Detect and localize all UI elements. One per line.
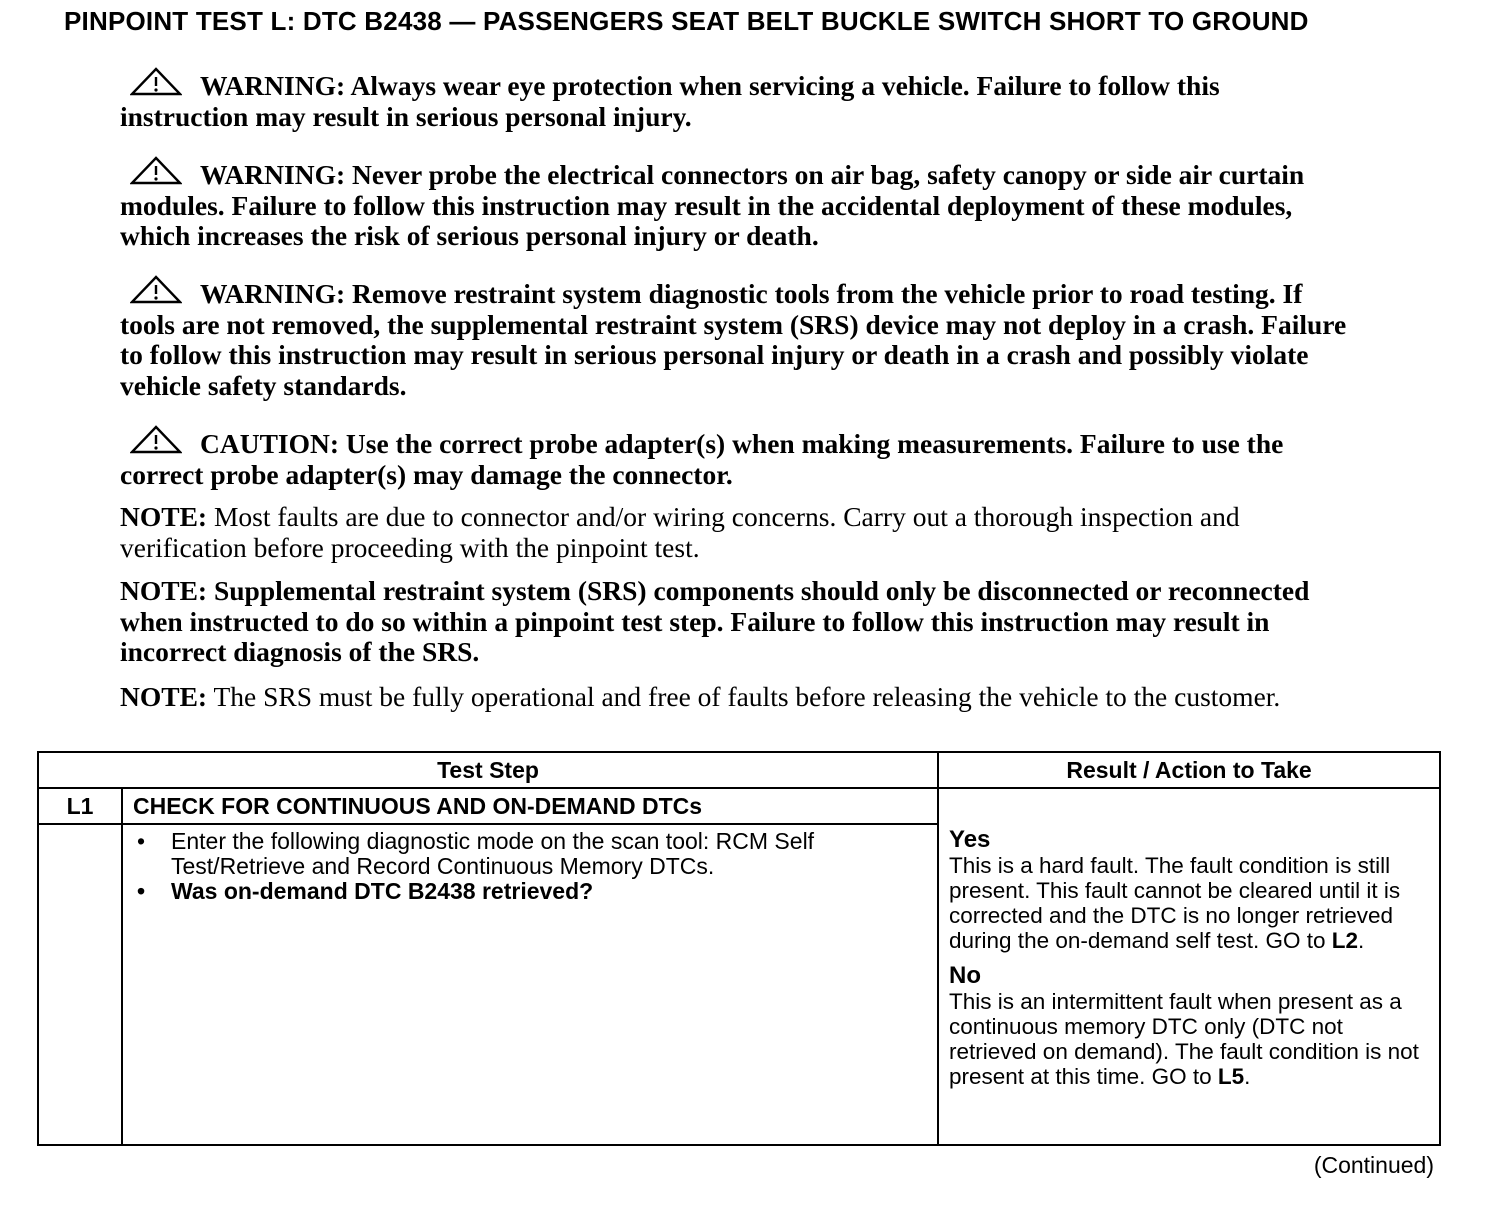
bullet-icon: • <box>137 828 146 854</box>
step-id-empty <box>38 824 122 1145</box>
warning-2 <box>120 156 1350 252</box>
goto-link-l5[interactable]: L5 <box>1217 1064 1245 1089</box>
bullet-question: Was on-demand DTC B2438 retrieved? <box>171 878 594 904</box>
goto-link-l2[interactable]: L2 <box>1331 928 1358 953</box>
caution <box>120 425 1350 490</box>
note-text: Supplemental restraint system (SRS) components should only be disconnected or reconnected when instructed to do so within a pinpoint test step. Failure to follow this instruction may result in incorrect diagnosis of the SRS. <box>120 575 1310 667</box>
step-title-row <box>38 788 1440 824</box>
note-label: NOTE: <box>120 501 208 532</box>
warning-triangle-icon <box>130 275 182 305</box>
step-title: CHECK FOR CONTINUOUS AND ON-DEMAND DTCs <box>122 788 938 824</box>
result-no-label: No <box>949 962 982 989</box>
bullet-text: Enter the following diagnostic mode on the scan tool: RCM Self Test/Retrieve and Record Continuous Memory DTCs. <box>171 828 815 879</box>
note-label: NOTE: <box>120 575 208 606</box>
result-yes-text <box>949 853 1431 953</box>
caution-text: CAUTION: Use the correct probe adapter(s) when making measurements. Failure to use the correct probe adapter(s) may damage the connector. <box>120 428 1284 490</box>
bullet-icon: • <box>137 878 146 904</box>
warning-text: WARNING: Never probe the electrical connectors on air bag, safety canopy or side air curtain modules. Failure to follow this instruction may result in the accidental deployment of these modules, which increases the risk of serious personal injury or death. <box>120 159 1305 251</box>
note-2 <box>120 576 1350 668</box>
bullet-item <box>137 879 937 904</box>
period: . <box>1358 928 1365 953</box>
warning-text: WARNING: Remove restraint system diagnostic tools from the vehicle prior to road testing. If tools are not removed, the supplemental restraint system (SRS) device may not deploy in a crash. Failure to follow this instruction may result in serious personal injury or death in a crash and possibly violate vehicle safety standards. <box>120 278 1347 401</box>
warning-triangle-icon <box>130 156 182 186</box>
table-header-row <box>38 752 1440 788</box>
test-step-table <box>37 751 1441 1146</box>
step-id: L1 <box>38 788 122 824</box>
note-3 <box>120 682 1350 713</box>
header-test-step: Test Step <box>38 752 938 788</box>
note-text: Most faults are due to connector and/or wiring concerns. Carry out a thorough inspection and verification before proceeding with the pinpoint test. <box>120 501 1240 563</box>
period: . <box>1244 1064 1251 1089</box>
result-no-text <box>949 989 1431 1089</box>
continued-label: (Continued) <box>1313 1152 1434 1178</box>
page-title: PINPOINT TEST L: DTC B2438 — PASSENGERS SEAT BELT BUCKLE SWITCH SHORT TO GROUND <box>64 6 1309 36</box>
result-yes-body: This is a hard fault. The fault condition is still present. This fault cannot be cleared until it is corrected and the DTC is no longer retrieved during the on-demand self test. GO to <box>949 853 1401 953</box>
warning-3 <box>120 275 1350 401</box>
result-yes-label: Yes <box>949 826 991 853</box>
step-body <box>122 824 938 1145</box>
warning-triangle-icon <box>130 425 182 455</box>
warning-triangle-icon <box>130 67 182 97</box>
note-text: The SRS must be fully operational and free of faults before releasing the vehicle to the customer. <box>207 681 1281 712</box>
warning-1 <box>120 67 1350 132</box>
result-no-body: This is an intermittent fault when present as a continuous memory DTC only (DTC not retrieved on demand). The fault condition is not present at this time. GO to <box>949 989 1419 1089</box>
note-label: NOTE: <box>120 681 208 712</box>
header-result-action: Result / Action to Take <box>938 752 1440 788</box>
result-cell <box>938 788 1440 1145</box>
step-bullets <box>123 829 937 904</box>
warning-text: WARNING: Always wear eye protection when servicing a vehicle. Failure to follow this instruction may result in serious personal injury. <box>120 70 1220 132</box>
bullet-item <box>137 829 937 879</box>
note-1 <box>120 502 1350 563</box>
